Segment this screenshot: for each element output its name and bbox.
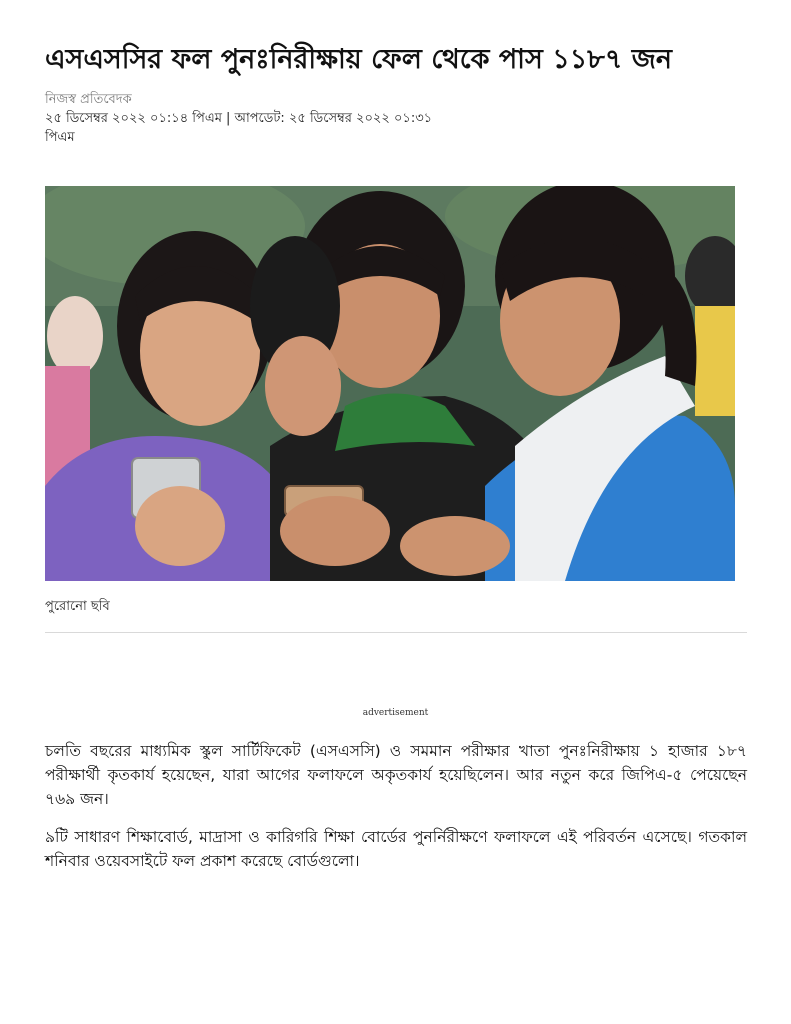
students-photo-illustration — [45, 186, 735, 581]
photo-caption: পুরোনো ছবি — [45, 599, 110, 614]
article-headline: এসএসসির ফল পুনঃনিরীক্ষায় ফেল থেকে পাস ১১৮৭ জন — [45, 44, 673, 75]
advertisement-label: advertisement — [362, 708, 429, 718]
caption-divider — [45, 632, 747, 633]
article-paragraph-2: ৯টি সাধারণ শিক্ষাবোর্ড, মাদ্রাসা ও কারিগরি শিক্ষা বোর্ডের পুনর্নিরীক্ষণে ফলাফলে এই পরিবর্তন এসেছে। গতকাল শনিবার ওয়েবসাইটে ফল প্রকাশ করেছে বোর্ডগুলো। — [45, 828, 747, 870]
article-paragraph-1: চলতি বছরের মাধ্যমিক স্কুল সার্টিফিকেট (এসএসসি) ও সমমান পরীক্ষার খাতা পুনঃনিরীক্ষায় ১ হাজার ১৮৭ পরীক্ষার্থী কৃতকার্য হয়েছেন, যারা আগের ফলাফলে অকৃতকার্য হয়েছিলেন। আর নতুন করে জিপিএ-৫ পেয়েছেন ৭৬৯ জন। — [45, 742, 747, 808]
publish-dates: ২৫ ডিসেম্বর ২০২২ ০১:১৪ পিএম | আপডেট: ২৫ ডিসেম্বর ২০২২ ০১:৩১ পিএম — [45, 111, 433, 145]
article-photo — [45, 186, 735, 581]
author-byline[interactable]: নিজস্ব প্রতিবেদক — [45, 92, 132, 107]
